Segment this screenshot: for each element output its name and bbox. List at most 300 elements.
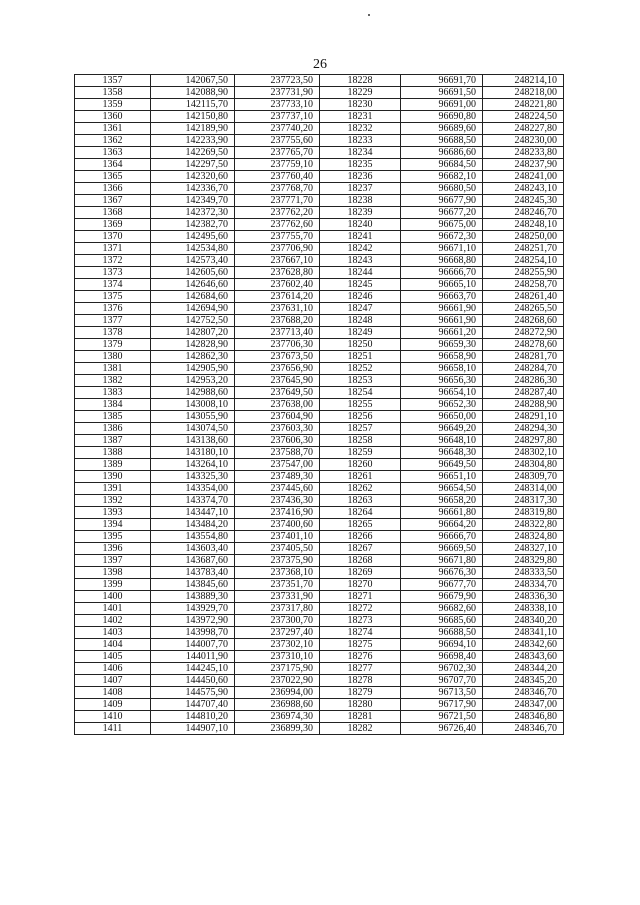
table-row [75,123,564,135]
table-row [75,567,564,579]
y-coordinate-right-cell: 248336,30 [483,591,564,603]
y-coordinate-left-cell: 237300,70 [235,615,320,627]
x-coordinate-right-cell: 96717,90 [401,699,483,711]
y-coordinate-right-cell: 248268,60 [483,315,564,327]
x-coordinate-right-cell: 96661,80 [401,507,483,519]
y-coordinate-left-cell: 237759,10 [235,159,320,171]
x-coordinate-left-cell: 143447,10 [151,507,235,519]
table-row [75,267,564,279]
x-coordinate-right-cell: 96686,60 [401,147,483,159]
point-number-left-cell: 1401 [75,603,151,615]
table-row [75,303,564,315]
x-coordinate-right-cell: 96684,50 [401,159,483,171]
x-coordinate-left-cell: 142807,20 [151,327,235,339]
table-row [75,135,564,147]
y-coordinate-right-cell: 248338,10 [483,603,564,615]
point-number-right-cell: 18260 [320,459,401,471]
x-coordinate-left-cell: 142905,90 [151,363,235,375]
y-coordinate-right-cell: 248214,10 [483,75,564,87]
table-row [75,411,564,423]
y-coordinate-left-cell: 236899,30 [235,723,320,735]
x-coordinate-left-cell: 143554,80 [151,531,235,543]
y-coordinate-right-cell: 248342,60 [483,639,564,651]
point-number-right-cell: 18250 [320,339,401,351]
point-number-left-cell: 1396 [75,543,151,555]
y-coordinate-left-cell: 237614,20 [235,291,320,303]
x-coordinate-right-cell: 96690,80 [401,111,483,123]
point-number-left-cell: 1362 [75,135,151,147]
point-number-left-cell: 1404 [75,639,151,651]
point-number-right-cell: 18249 [320,327,401,339]
point-number-left-cell: 1388 [75,447,151,459]
y-coordinate-right-cell: 248329,80 [483,555,564,567]
y-coordinate-left-cell: 237771,70 [235,195,320,207]
table-row [75,375,564,387]
point-number-right-cell: 18242 [320,243,401,255]
x-coordinate-left-cell: 143484,20 [151,519,235,531]
table-row [75,327,564,339]
point-number-right-cell: 18230 [320,99,401,111]
x-coordinate-right-cell: 96682,60 [401,603,483,615]
y-coordinate-left-cell: 237604,90 [235,411,320,423]
point-number-left-cell: 1389 [75,459,151,471]
table-row [75,435,564,447]
point-number-right-cell: 18271 [320,591,401,603]
y-coordinate-right-cell: 248246,70 [483,207,564,219]
y-coordinate-left-cell: 236994,00 [235,687,320,699]
y-coordinate-left-cell: 237351,70 [235,579,320,591]
table-row [75,183,564,195]
y-coordinate-left-cell: 237713,40 [235,327,320,339]
y-coordinate-left-cell: 237760,40 [235,171,320,183]
y-coordinate-left-cell: 237445,60 [235,483,320,495]
x-coordinate-right-cell: 96707,70 [401,675,483,687]
x-coordinate-right-cell: 96656,30 [401,375,483,387]
point-number-left-cell: 1369 [75,219,151,231]
x-coordinate-right-cell: 96666,70 [401,267,483,279]
y-coordinate-right-cell: 248230,00 [483,135,564,147]
table-row [75,459,564,471]
y-coordinate-right-cell: 248345,20 [483,675,564,687]
x-coordinate-left-cell: 143972,90 [151,615,235,627]
x-coordinate-left-cell: 144810,20 [151,711,235,723]
x-coordinate-right-cell: 96672,30 [401,231,483,243]
point-number-right-cell: 18277 [320,663,401,675]
point-number-right-cell: 18234 [320,147,401,159]
table-row [75,315,564,327]
x-coordinate-right-cell: 96688,50 [401,135,483,147]
x-coordinate-right-cell: 96669,50 [401,543,483,555]
x-coordinate-right-cell: 96648,30 [401,447,483,459]
y-coordinate-left-cell: 237310,10 [235,651,320,663]
x-coordinate-right-cell: 96691,50 [401,87,483,99]
x-coordinate-right-cell: 96648,10 [401,435,483,447]
scan-speck [368,14,370,16]
table-row [75,723,564,735]
y-coordinate-left-cell: 237368,10 [235,567,320,579]
y-coordinate-left-cell: 237297,40 [235,627,320,639]
table-row [75,291,564,303]
x-coordinate-right-cell: 96682,10 [401,171,483,183]
x-coordinate-right-cell: 96713,50 [401,687,483,699]
x-coordinate-left-cell: 142534,80 [151,243,235,255]
y-coordinate-right-cell: 248309,70 [483,471,564,483]
point-number-left-cell: 1408 [75,687,151,699]
table-row [75,483,564,495]
point-number-right-cell: 18245 [320,279,401,291]
point-number-left-cell: 1399 [75,579,151,591]
point-number-right-cell: 18251 [320,351,401,363]
point-number-left-cell: 1411 [75,723,151,735]
point-number-left-cell: 1383 [75,387,151,399]
y-coordinate-right-cell: 248258,70 [483,279,564,291]
point-number-right-cell: 18263 [320,495,401,507]
x-coordinate-right-cell: 96661,20 [401,327,483,339]
point-number-right-cell: 18261 [320,471,401,483]
y-coordinate-right-cell: 248221,80 [483,99,564,111]
table-row [75,351,564,363]
table-row [75,603,564,615]
point-number-right-cell: 18248 [320,315,401,327]
y-coordinate-right-cell: 248251,70 [483,243,564,255]
x-coordinate-left-cell: 143687,60 [151,555,235,567]
y-coordinate-left-cell: 237631,10 [235,303,320,315]
y-coordinate-left-cell: 237688,20 [235,315,320,327]
x-coordinate-left-cell: 142349,70 [151,195,235,207]
y-coordinate-right-cell: 248284,70 [483,363,564,375]
x-coordinate-left-cell: 142382,70 [151,219,235,231]
y-coordinate-right-cell: 248272,90 [483,327,564,339]
point-number-right-cell: 18237 [320,183,401,195]
y-coordinate-right-cell: 248288,90 [483,399,564,411]
point-number-left-cell: 1394 [75,519,151,531]
y-coordinate-right-cell: 248261,40 [483,291,564,303]
x-coordinate-left-cell: 142115,70 [151,99,235,111]
x-coordinate-left-cell: 142862,30 [151,351,235,363]
y-coordinate-right-cell: 248218,00 [483,87,564,99]
table-row [75,591,564,603]
x-coordinate-left-cell: 142189,90 [151,123,235,135]
y-coordinate-right-cell: 248281,70 [483,351,564,363]
x-coordinate-right-cell: 96663,70 [401,291,483,303]
point-number-right-cell: 18282 [320,723,401,735]
table-row [75,99,564,111]
x-coordinate-left-cell: 143074,50 [151,423,235,435]
y-coordinate-right-cell: 248347,00 [483,699,564,711]
table-row [75,387,564,399]
y-coordinate-right-cell: 248291,10 [483,411,564,423]
x-coordinate-left-cell: 142269,50 [151,147,235,159]
point-number-right-cell: 18244 [320,267,401,279]
x-coordinate-left-cell: 142297,50 [151,159,235,171]
table-row [75,219,564,231]
coordinates-table-body [75,75,564,735]
y-coordinate-right-cell: 248334,70 [483,579,564,591]
point-number-right-cell: 18241 [320,231,401,243]
point-number-left-cell: 1380 [75,351,151,363]
y-coordinate-right-cell: 248286,30 [483,375,564,387]
x-coordinate-right-cell: 96677,20 [401,207,483,219]
table-row [75,159,564,171]
y-coordinate-left-cell: 237375,90 [235,555,320,567]
table-row [75,243,564,255]
point-number-right-cell: 18258 [320,435,401,447]
y-coordinate-left-cell: 237706,30 [235,339,320,351]
point-number-right-cell: 18265 [320,519,401,531]
y-coordinate-left-cell: 237401,10 [235,531,320,543]
y-coordinate-right-cell: 248333,50 [483,567,564,579]
table-row [75,711,564,723]
x-coordinate-right-cell: 96698,40 [401,651,483,663]
x-coordinate-right-cell: 96666,70 [401,531,483,543]
x-coordinate-left-cell: 143845,60 [151,579,235,591]
point-number-right-cell: 18257 [320,423,401,435]
x-coordinate-left-cell: 142233,90 [151,135,235,147]
x-coordinate-right-cell: 96691,70 [401,75,483,87]
x-coordinate-right-cell: 96677,90 [401,195,483,207]
y-coordinate-right-cell: 248255,90 [483,267,564,279]
point-number-right-cell: 18269 [320,567,401,579]
point-number-right-cell: 18281 [320,711,401,723]
table-row [75,423,564,435]
point-number-right-cell: 18229 [320,87,401,99]
x-coordinate-left-cell: 144707,40 [151,699,235,711]
point-number-left-cell: 1365 [75,171,151,183]
y-coordinate-right-cell: 248297,80 [483,435,564,447]
table-row [75,651,564,663]
table-row [75,579,564,591]
x-coordinate-left-cell: 143354,00 [151,483,235,495]
table-row [75,339,564,351]
x-coordinate-left-cell: 142752,50 [151,315,235,327]
point-number-left-cell: 1407 [75,675,151,687]
x-coordinate-right-cell: 96664,20 [401,519,483,531]
x-coordinate-right-cell: 96649,20 [401,423,483,435]
x-coordinate-left-cell: 143889,30 [151,591,235,603]
y-coordinate-left-cell: 237603,30 [235,423,320,435]
y-coordinate-right-cell: 248340,20 [483,615,564,627]
x-coordinate-left-cell: 142953,20 [151,375,235,387]
point-number-left-cell: 1377 [75,315,151,327]
table-row [75,663,564,675]
x-coordinate-right-cell: 96726,40 [401,723,483,735]
y-coordinate-right-cell: 248304,80 [483,459,564,471]
x-coordinate-right-cell: 96680,50 [401,183,483,195]
x-coordinate-left-cell: 144575,90 [151,687,235,699]
table-row [75,555,564,567]
y-coordinate-left-cell: 237547,00 [235,459,320,471]
point-number-left-cell: 1378 [75,327,151,339]
point-number-left-cell: 1386 [75,423,151,435]
y-coordinate-left-cell: 237740,20 [235,123,320,135]
x-coordinate-left-cell: 142336,70 [151,183,235,195]
x-coordinate-right-cell: 96721,50 [401,711,483,723]
point-number-left-cell: 1390 [75,471,151,483]
y-coordinate-left-cell: 237731,90 [235,87,320,99]
y-coordinate-left-cell: 237602,40 [235,279,320,291]
y-coordinate-left-cell: 237762,60 [235,219,320,231]
x-coordinate-right-cell: 96671,80 [401,555,483,567]
table-row [75,699,564,711]
x-coordinate-left-cell: 143008,10 [151,399,235,411]
y-coordinate-right-cell: 248344,20 [483,663,564,675]
x-coordinate-left-cell: 144245,10 [151,663,235,675]
y-coordinate-right-cell: 248314,00 [483,483,564,495]
y-coordinate-left-cell: 237400,60 [235,519,320,531]
x-coordinate-left-cell: 142684,60 [151,291,235,303]
y-coordinate-right-cell: 248302,10 [483,447,564,459]
x-coordinate-right-cell: 96671,10 [401,243,483,255]
point-number-right-cell: 18233 [320,135,401,147]
point-number-left-cell: 1405 [75,651,151,663]
x-coordinate-left-cell: 143055,90 [151,411,235,423]
table-row [75,147,564,159]
point-number-right-cell: 18240 [320,219,401,231]
point-number-right-cell: 18238 [320,195,401,207]
y-coordinate-right-cell: 248319,80 [483,507,564,519]
table-row [75,195,564,207]
y-coordinate-right-cell: 248237,90 [483,159,564,171]
point-number-left-cell: 1400 [75,591,151,603]
table-row [75,495,564,507]
x-coordinate-left-cell: 144907,10 [151,723,235,735]
y-coordinate-right-cell: 248250,00 [483,231,564,243]
x-coordinate-left-cell: 144007,70 [151,639,235,651]
y-coordinate-right-cell: 248343,60 [483,651,564,663]
x-coordinate-right-cell: 96661,90 [401,315,483,327]
x-coordinate-left-cell: 142828,90 [151,339,235,351]
x-coordinate-right-cell: 96679,90 [401,591,483,603]
x-coordinate-left-cell: 143374,70 [151,495,235,507]
point-number-left-cell: 1359 [75,99,151,111]
y-coordinate-right-cell: 248254,10 [483,255,564,267]
point-number-right-cell: 18255 [320,399,401,411]
y-coordinate-left-cell: 237628,80 [235,267,320,279]
point-number-right-cell: 18243 [320,255,401,267]
x-coordinate-right-cell: 96654,10 [401,387,483,399]
point-number-left-cell: 1372 [75,255,151,267]
point-number-right-cell: 18259 [320,447,401,459]
y-coordinate-left-cell: 237737,10 [235,111,320,123]
y-coordinate-left-cell: 237175,90 [235,663,320,675]
y-coordinate-right-cell: 248224,50 [483,111,564,123]
x-coordinate-left-cell: 142320,60 [151,171,235,183]
y-coordinate-right-cell: 248245,30 [483,195,564,207]
point-number-left-cell: 1382 [75,375,151,387]
point-number-right-cell: 18228 [320,75,401,87]
table-row [75,639,564,651]
x-coordinate-left-cell: 142088,90 [151,87,235,99]
y-coordinate-left-cell: 237723,50 [235,75,320,87]
table-row [75,111,564,123]
point-number-right-cell: 18254 [320,387,401,399]
table-row [75,447,564,459]
y-coordinate-right-cell: 248243,10 [483,183,564,195]
table-row [75,687,564,699]
table-row [75,87,564,99]
x-coordinate-left-cell: 143138,60 [151,435,235,447]
x-coordinate-left-cell: 142067,50 [151,75,235,87]
x-coordinate-left-cell: 143264,10 [151,459,235,471]
y-coordinate-right-cell: 248287,40 [483,387,564,399]
x-coordinate-left-cell: 143325,30 [151,471,235,483]
point-number-left-cell: 1358 [75,87,151,99]
point-number-left-cell: 1393 [75,507,151,519]
point-number-right-cell: 18280 [320,699,401,711]
table-row [75,231,564,243]
point-number-right-cell: 18252 [320,363,401,375]
table-row [75,531,564,543]
point-number-left-cell: 1367 [75,195,151,207]
table-row [75,543,564,555]
table-row [75,279,564,291]
y-coordinate-left-cell: 237755,70 [235,231,320,243]
y-coordinate-right-cell: 248327,10 [483,543,564,555]
x-coordinate-left-cell: 143783,40 [151,567,235,579]
x-coordinate-left-cell: 144450,60 [151,675,235,687]
x-coordinate-right-cell: 96676,30 [401,567,483,579]
y-coordinate-left-cell: 237489,30 [235,471,320,483]
y-coordinate-right-cell: 248322,80 [483,519,564,531]
y-coordinate-left-cell: 237416,90 [235,507,320,519]
page-number: 26 [313,57,327,72]
point-number-right-cell: 18272 [320,603,401,615]
table-row [75,207,564,219]
coordinates-table [74,74,564,735]
y-coordinate-left-cell: 237405,50 [235,543,320,555]
point-number-right-cell: 18231 [320,111,401,123]
x-coordinate-right-cell: 96677,70 [401,579,483,591]
y-coordinate-right-cell: 248346,70 [483,687,564,699]
point-number-left-cell: 1357 [75,75,151,87]
table-row [75,171,564,183]
table-row [75,675,564,687]
y-coordinate-right-cell: 248346,80 [483,711,564,723]
point-number-left-cell: 1381 [75,363,151,375]
x-coordinate-right-cell: 96702,30 [401,663,483,675]
point-number-left-cell: 1391 [75,483,151,495]
y-coordinate-right-cell: 248248,10 [483,219,564,231]
x-coordinate-right-cell: 96691,00 [401,99,483,111]
x-coordinate-right-cell: 96689,60 [401,123,483,135]
point-number-right-cell: 18236 [320,171,401,183]
point-number-right-cell: 18239 [320,207,401,219]
point-number-left-cell: 1361 [75,123,151,135]
y-coordinate-left-cell: 237673,50 [235,351,320,363]
y-coordinate-left-cell: 237606,30 [235,435,320,447]
point-number-right-cell: 18267 [320,543,401,555]
y-coordinate-left-cell: 237656,90 [235,363,320,375]
point-number-left-cell: 1406 [75,663,151,675]
y-coordinate-right-cell: 248317,30 [483,495,564,507]
x-coordinate-right-cell: 96685,60 [401,615,483,627]
y-coordinate-left-cell: 237331,90 [235,591,320,603]
x-coordinate-left-cell: 144011,90 [151,651,235,663]
point-number-left-cell: 1392 [75,495,151,507]
y-coordinate-left-cell: 237755,60 [235,135,320,147]
y-coordinate-left-cell: 237436,30 [235,495,320,507]
y-coordinate-left-cell: 237638,00 [235,399,320,411]
point-number-left-cell: 1379 [75,339,151,351]
y-coordinate-left-cell: 237302,10 [235,639,320,651]
x-coordinate-right-cell: 96658,10 [401,363,483,375]
point-number-right-cell: 18264 [320,507,401,519]
point-number-left-cell: 1375 [75,291,151,303]
x-coordinate-right-cell: 96654,50 [401,483,483,495]
x-coordinate-left-cell: 143998,70 [151,627,235,639]
point-number-right-cell: 18275 [320,639,401,651]
point-number-right-cell: 18273 [320,615,401,627]
